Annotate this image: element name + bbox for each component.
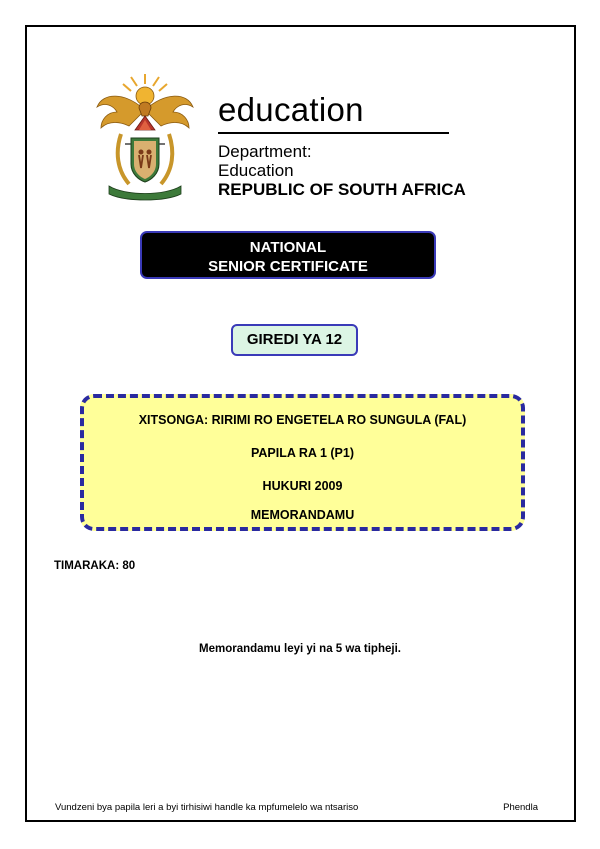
paper-number: PAPILA RA 1 (P1) <box>250 446 355 460</box>
document-type: MEMORANDAMU <box>250 508 355 522</box>
certificate-banner <box>140 231 436 279</box>
heading-rule <box>218 132 449 134</box>
page-count-note: Memorandamu leyi yi na 5 wa tipheji. <box>199 643 401 655</box>
turn-over-footer: Phendla <box>503 802 538 813</box>
department-wordmark: education <box>218 91 364 128</box>
copyright-footer: Vundzeni bya papila leri a byi tirhisiwi handle ka mpfumelelo wa ntsariso <box>55 802 359 813</box>
certificate-line-1: NATIONAL <box>249 239 327 256</box>
subject-panel <box>80 394 525 531</box>
department-heading <box>218 92 466 200</box>
department-name: Education <box>218 161 294 180</box>
grade-badge: GIREDI YA 12 <box>231 324 358 356</box>
total-marks: TIMARAKA: 80 <box>54 560 136 572</box>
exam-session: HUKURI 2009 <box>262 479 343 493</box>
department-label: Department: <box>218 142 312 161</box>
certificate-line-2: SENIOR CERTIFICATE <box>208 258 368 275</box>
subject-title: XITSONGA: RIRIMI RO ENGETELA RO SUNGULA (FAL) <box>138 413 467 427</box>
coat-of-arms-logo <box>95 72 195 202</box>
country-name: REPUBLIC OF SOUTH AFRICA <box>218 180 466 199</box>
